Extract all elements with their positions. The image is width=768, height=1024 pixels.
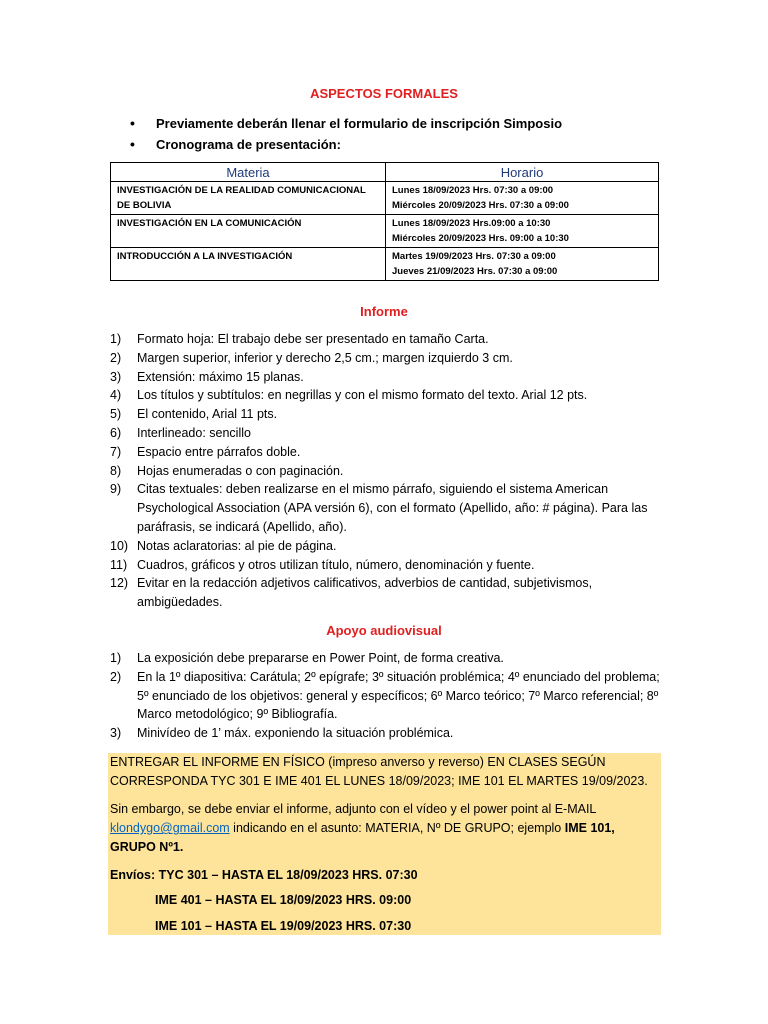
envios-line: IME 101 – HASTA EL 19/09/2023 HRS. 07:30 xyxy=(155,919,412,933)
header-horario: Horario xyxy=(386,163,659,182)
cell-materia: INVESTIGACIÓN DE LA REALIDAD COMUNICACIONAL DE BOLIVIA xyxy=(111,182,386,215)
list-item: 8) Hojas enumeradas o con paginación. xyxy=(110,463,344,478)
heading-aspectos-formales: ASPECTOS FORMALES xyxy=(310,86,458,101)
bullet-item: • Previamente deberán llenar el formulario de inscripción Simposio xyxy=(130,113,562,134)
horario-line: Lunes 18/09/2023 Hrs. 07:30 a 09:00 xyxy=(392,185,554,196)
sin-embargo-text: Sin embargo, se debe enviar el informe, adjunto con el vídeo y el power point al E-MAIL klondygo@gmail.com indicando en el asunto: MATERIA, Nº DE GRUPO; ejemplo IME 101, GRUPO Nº1. xyxy=(110,802,615,854)
cell-materia: INVESTIGACIÓN EN LA COMUNICACIÓN xyxy=(111,215,386,248)
email-link[interactable]: klondygo@gmail.com xyxy=(110,821,230,835)
cell-horario xyxy=(386,182,659,215)
table-row xyxy=(111,182,659,215)
list-item: 10) Notas aclaratorias: al pie de página. xyxy=(110,538,337,553)
schedule-table xyxy=(110,162,659,281)
bullet-list xyxy=(130,113,562,155)
table-row xyxy=(111,215,659,248)
envios-line: Envíos: TYC 301 – HASTA EL 18/09/2023 HRS. 07:30 xyxy=(110,868,418,882)
list-item: 4) Los títulos y subtítulos: en negrillas y con el mismo formato del texto. Arial 12 pts. xyxy=(110,388,588,403)
table-row xyxy=(111,248,659,281)
list-item: 9) Citas textuales: deben realizarse en el mismo párrafo, siguiendo el sistema American Psychological Association (APA versión 6), con el formato (Apellido, año: # página). Para las paráfrasis, se indicará (Apellido, año). xyxy=(110,482,648,534)
list-item: 2) Margen superior, inferior y derecho 2,5 cm.; margen izquierdo 3 cm. xyxy=(110,350,513,365)
list-item: 11) Cuadros, gráficos y otros utilizan título, número, denominación y fuente. xyxy=(110,557,535,572)
list-item: 1) La exposición debe prepararse en Power Point, de forma creativa. xyxy=(110,651,504,665)
informe-list xyxy=(110,330,667,612)
bullet-item: • Cronograma de presentación: xyxy=(130,134,562,155)
heading-informe: Informe xyxy=(360,304,408,319)
list-item: 6) Interlineado: sencillo xyxy=(110,425,251,440)
list-item: 2) En la 1º diapositiva: Carátula; 2º epígrafe; 3º situación problémica; 4º enunciado del problema; 5º enunciado de los objetivos: general y específicos; 6º Marco teórico; 7º Marco referencial; 8º Marco metodológico; 9º Bibliografía. xyxy=(110,669,660,722)
list-item: 12) Evitar en la redacción adjetivos calificativos, adverbios de cantidad, subjetivismos, ambigüedades. xyxy=(110,576,593,610)
apoyo-list xyxy=(110,649,667,743)
entregar-text: ENTREGAR EL INFORME EN FÍSICO (impreso anverso y reverso) EN CLASES SEGÚN CORRESPONDA TYC 301 E IME 401 EL LUNES 18/09/2023; IME 101 EL MARTES 19/09/2023. xyxy=(110,755,648,788)
list-item: 3) Minivídeo de 1’ máx. exponiendo la situación problémica. xyxy=(110,726,454,741)
notice-box xyxy=(108,753,661,935)
horario-line: Lunes 18/09/2023 Hrs.09:00 a 10:30 xyxy=(392,218,551,229)
cell-horario xyxy=(386,215,659,248)
horario-line: Jueves 21/09/2023 Hrs. 07:30 a 09:00 xyxy=(392,266,558,277)
cell-horario xyxy=(386,248,659,281)
heading-apoyo-audiovisual: Apoyo audiovisual xyxy=(326,623,442,638)
list-item: 1) Formato hoja: El trabajo debe ser presentado en tamaño Carta. xyxy=(110,332,489,346)
horario-line: Miércoles 20/09/2023 Hrs. 07:30 a 09:00 xyxy=(392,200,569,211)
horario-line: Martes 19/09/2023 Hrs. 07:30 a 09:00 xyxy=(392,251,556,262)
header-materia: Materia xyxy=(111,163,386,182)
list-item: 7) Espacio entre párrafos doble. xyxy=(110,444,301,459)
list-item: 3) Extensión: máximo 15 planas. xyxy=(110,369,304,384)
list-item: 5) El contenido, Arial 11 pts. xyxy=(110,407,278,422)
envios-line: IME 401 – HASTA EL 18/09/2023 HRS. 09:00 xyxy=(155,893,412,907)
cell-materia: INTRODUCCIÓN A LA INVESTIGACIÓN xyxy=(111,248,386,281)
horario-line: Miércoles 20/09/2023 Hrs. 09:00 a 10:30 xyxy=(392,233,569,244)
